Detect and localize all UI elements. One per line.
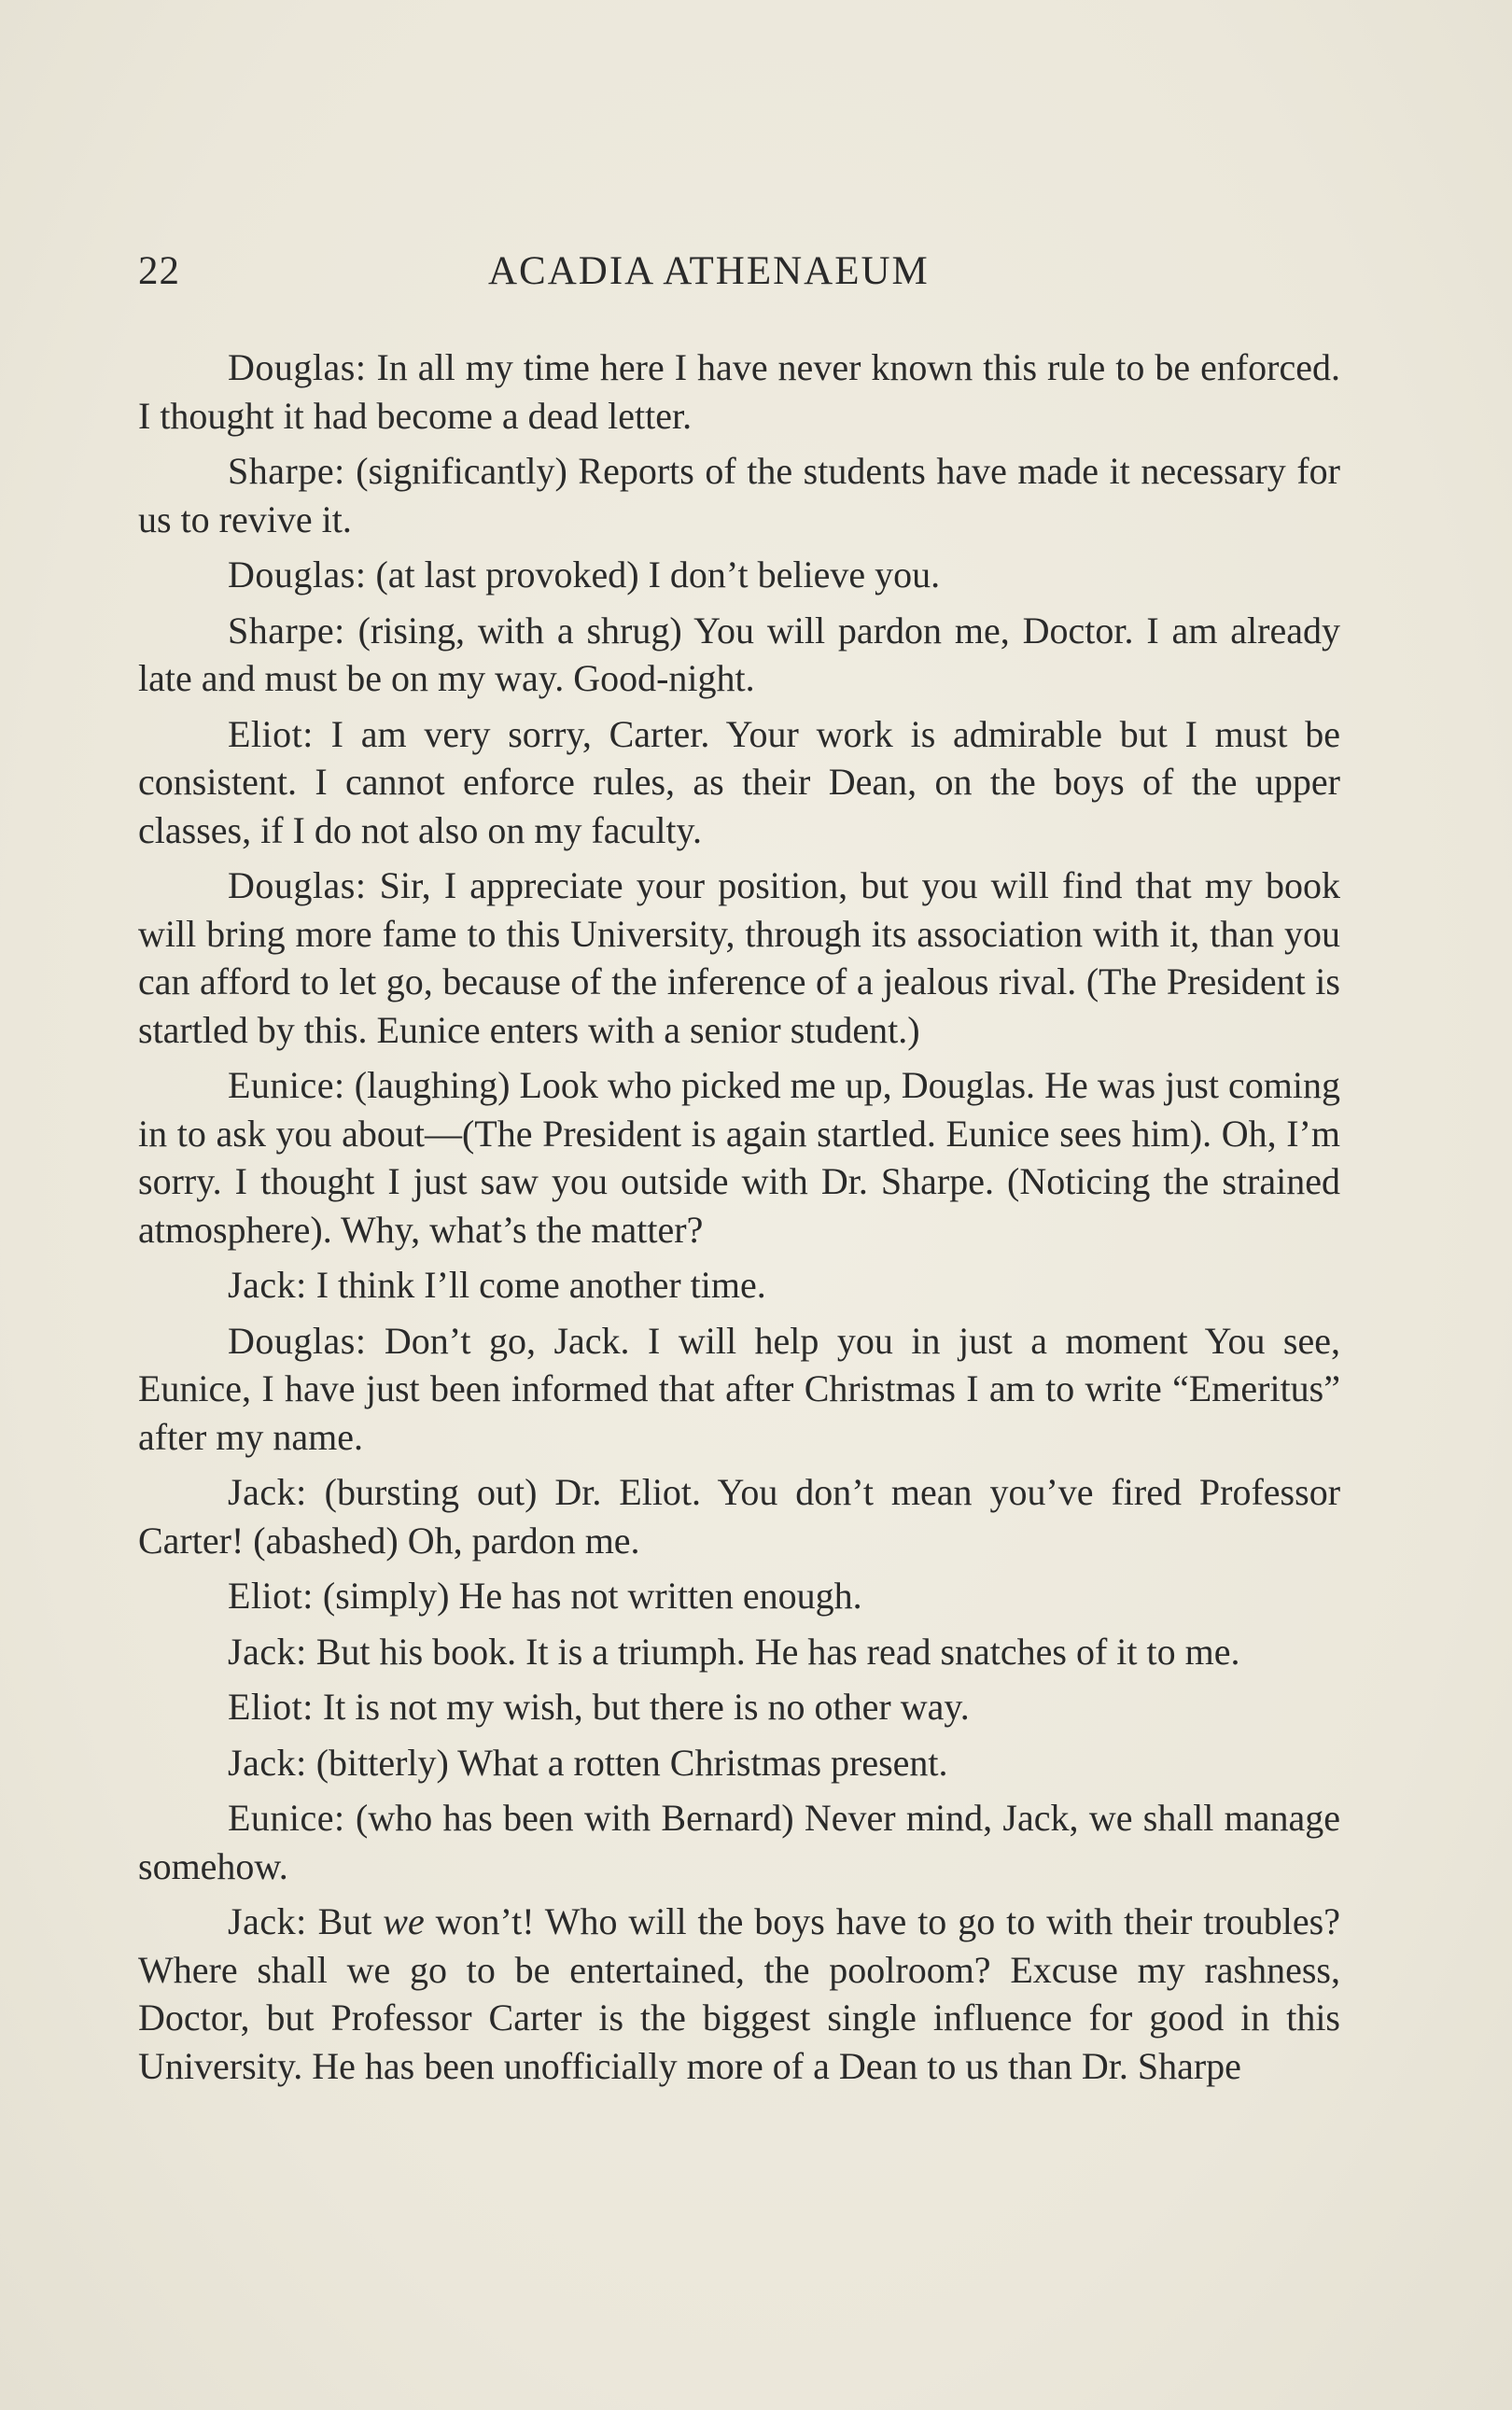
dialogue-line: (at last provoked) I don’t believe you. xyxy=(375,553,941,595)
dialogue-paragraph xyxy=(138,1683,1340,1731)
speaker-name: Douglas: xyxy=(228,346,367,388)
dialogue-line: In all my time here I have never known this rule to be enforced. I thought it had become a dead letter. xyxy=(138,346,1340,437)
speaker-name: Eliot: xyxy=(228,712,314,755)
dialogue-line: (rising, with a shrug) You will pardon me, Doctor. I am already late and must be on my way. Good-night. xyxy=(138,609,1340,699)
speaker-name: Eunice: xyxy=(228,1064,345,1106)
dialogue-paragraph xyxy=(138,1628,1340,1676)
body-text xyxy=(138,343,1340,2097)
dialogue-paragraph xyxy=(138,1317,1340,1462)
dialogue-line: I am very sorry, Carter. Your work is admirable but I must be consistent. I cannot enforce rules, as their Dean, on the boys of the upper classes, if I do not also on my faculty. xyxy=(138,712,1341,851)
speaker-name: Jack: xyxy=(228,1900,307,1942)
dialogue-paragraph xyxy=(138,1261,1340,1310)
dialogue-line: won’t! Who will the boys have to go to with their troubles? Where shall we go to be entertained, the poolroom? Excuse my rashness, Doctor, but Professor Carter is the biggest single influence for good in this University. He has been unofficially more of a Dean to us than Dr. Sharpe xyxy=(138,1900,1340,2087)
dialogue-paragraph xyxy=(138,343,1340,440)
dialogue-line: I think I’ll come another time. xyxy=(315,1264,766,1306)
dialogue-line-start: But xyxy=(317,1900,372,1942)
dialogue-line: (bursting out) Dr. Eliot. You don’t mean you’ve fired Professor Carter! (abashed) Oh, pardon me. xyxy=(138,1471,1341,1562)
dialogue-line: Don’t go, Jack. I will help you in just a moment You see, Eunice, I have just been informed that after Christmas I am to write “Emeritus” after my name. xyxy=(138,1319,1341,1458)
dialogue-paragraph xyxy=(138,1061,1340,1254)
dialogue-paragraph xyxy=(138,447,1340,543)
dialogue-line: Sir, I appreciate your position, but you will find that my book will bring more fame to this University, through its association with it, than you can afford to let go, because of the inference of a jealous rival. (The President is startled by this. Eunice enters with a senior student.) xyxy=(138,864,1341,1051)
speaker-name: Jack: xyxy=(228,1741,307,1784)
dialogue-paragraph xyxy=(138,551,1340,599)
dialogue-paragraph xyxy=(138,607,1340,703)
speaker-name: Sharpe: xyxy=(228,609,345,652)
dialogue-line: But his book. It is a triumph. He has read snatches of it to me. xyxy=(315,1630,1240,1673)
dialogue-paragraph xyxy=(138,862,1340,1054)
dialogue-paragraph xyxy=(138,1794,1340,1890)
dialogue-paragraph xyxy=(138,1898,1340,2090)
speaker-name: Jack: xyxy=(228,1264,307,1306)
dialogue-line: It is not my wish, but there is no other way. xyxy=(322,1686,970,1728)
journal-title: ACADIA ATHENAEUM xyxy=(488,249,930,293)
speaker-name: Eunice: xyxy=(228,1797,345,1839)
speaker-name: Eliot: xyxy=(228,1575,314,1617)
dialogue-line: (laughing) Look who picked me up, Douglas. He was just coming in to ask you about—(The President is again startled. Eunice sees him). Oh, I’m sorry. I thought I just saw you outside with Dr. Sharpe. (Noticing the strained atmosphere). Why, what’s the matter? xyxy=(138,1064,1341,1251)
speaker-name: Jack: xyxy=(228,1630,307,1673)
speaker-name: Sharpe: xyxy=(228,450,345,492)
dialogue-line: (significantly) Reports of the students have made it necessary for us to revive it. xyxy=(138,450,1341,540)
dialogue-paragraph xyxy=(138,1572,1340,1620)
dialogue-paragraph xyxy=(138,710,1340,855)
dialogue-line: (who has been with Bernard) Never mind, Jack, we shall manage somehow. xyxy=(138,1797,1341,1887)
dialogue-line: (simply) He has not written enough. xyxy=(322,1575,862,1617)
speaker-name: Jack: xyxy=(228,1471,307,1513)
speaker-name: Douglas: xyxy=(228,864,367,906)
dialogue-line: (bitterly) What a rotten Christmas present. xyxy=(315,1741,948,1784)
speaker-name: Eliot: xyxy=(228,1686,314,1728)
page-number: 22 xyxy=(138,249,180,293)
dialogue-paragraph xyxy=(138,1739,1340,1787)
running-head xyxy=(138,241,1342,297)
dialogue-paragraph xyxy=(138,1468,1340,1564)
speaker-name: Douglas: xyxy=(228,553,367,595)
speaker-name: Douglas: xyxy=(228,1319,367,1362)
emphasized-word: we xyxy=(383,1900,425,1942)
